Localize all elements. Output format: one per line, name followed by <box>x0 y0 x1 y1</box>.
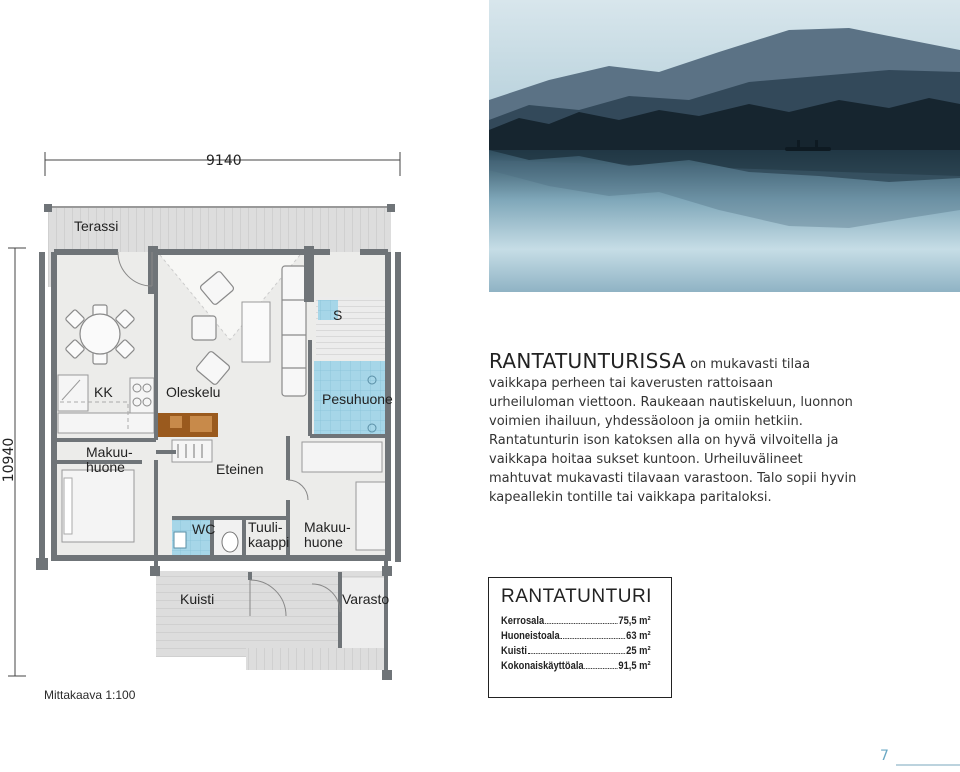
page-number: 7 <box>880 748 889 764</box>
room-pesuhuone: Pesuhuone <box>322 391 393 407</box>
stat-label: Huoneistoala <box>501 630 560 642</box>
stat-label: Kerrosala <box>501 615 545 627</box>
floor-plan-labels <box>0 0 480 607</box>
stat-row <box>501 659 651 674</box>
room-eteinen: Eteinen <box>216 461 264 477</box>
stat-value: 25 m² <box>626 645 651 657</box>
lake-photo <box>489 0 960 292</box>
stat-leader <box>528 653 625 654</box>
stats-title: RANTATUNTURI <box>501 586 652 607</box>
stat-row <box>501 644 651 659</box>
room-tuulikaappi: Tuuli- kaappi <box>248 519 290 550</box>
dimension-width: 9140 <box>206 153 242 169</box>
room-kk: KK <box>94 384 113 400</box>
room-makuuhuone-bottom: Makuu- huone <box>304 519 351 550</box>
room-terassi: Terassi <box>74 218 119 234</box>
room-varasto: Varasto <box>342 591 390 607</box>
scale-label: Mittakaava 1:100 <box>44 688 136 702</box>
stat-value: 63 m² <box>626 630 651 642</box>
room-makuuhuone-left: Makuu- huone <box>86 444 133 475</box>
intro-paragraph <box>489 349 859 507</box>
stat-label: Kokonaiskäyttöala <box>501 660 584 672</box>
stat-value: 91,5 m² <box>618 660 651 672</box>
stats-box <box>488 577 672 698</box>
page-number-rule <box>896 764 960 766</box>
stat-leader <box>561 638 626 639</box>
room-oleskelu: Oleskelu <box>166 384 221 400</box>
room-kuisti: Kuisti <box>180 591 215 607</box>
dimension-height: 10940 <box>1 437 17 483</box>
intro-heading: RANTATUNTURISSA <box>489 349 686 373</box>
stat-leader <box>584 668 617 669</box>
room-s: S <box>333 307 343 323</box>
stat-value: 75,5 m² <box>618 615 651 627</box>
stat-leader <box>545 623 618 624</box>
stat-row <box>501 614 651 629</box>
intro-text: on mukavasti tilaa vaikkapa perheen tai kaverusten rattoisaan urheiluloman viettoon. Raukeaan nautiskeluun, luonnon voimien ihailuun, yhdessäoloon ja omiin hetkiin. Rantatunturin ison katoksen alla on hyvä vilvoitella ja vaikkapa hoitaa sukset kuntoon. Urheiluvälineet mahtuvat mukavasti tilavaan varastoon. Talo sopii hyvin kapeallekin tontille tai vaikkapa paritaloksi. <box>489 357 857 505</box>
room-wc: WC <box>192 521 216 537</box>
stat-row <box>501 629 651 644</box>
stat-label: Kuisti <box>501 645 527 657</box>
